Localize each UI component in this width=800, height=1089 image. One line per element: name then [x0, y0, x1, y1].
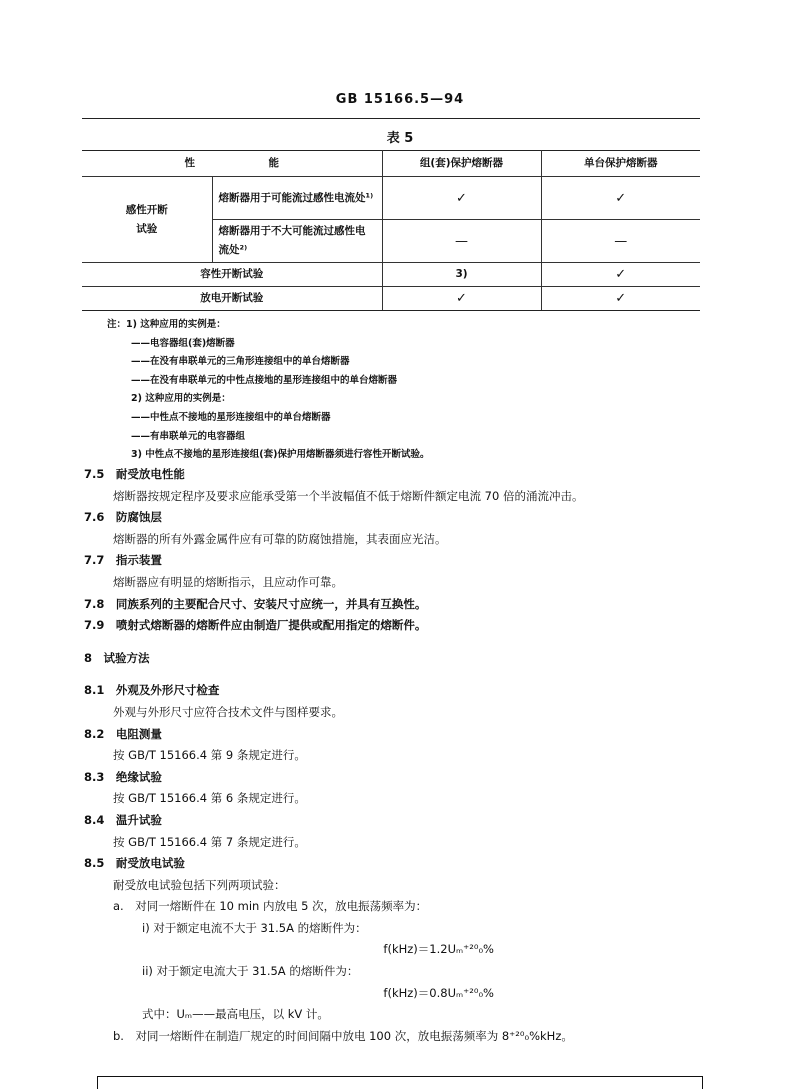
- note-line: ——有串联单元的电容器组: [131, 430, 246, 442]
- row2-single-value: —: [541, 220, 700, 263]
- section-heading: 7.7 指示装置: [84, 553, 162, 568]
- table-row: [82, 263, 700, 287]
- row4-group-value: ✓: [382, 287, 541, 311]
- row1-single-value: ✓: [541, 177, 700, 220]
- table-row: [82, 177, 700, 220]
- row4-label: 放电开断试验: [82, 287, 382, 311]
- header-single-fuse: 单台保护熔断器: [541, 151, 700, 177]
- list-item-a: a. 对同一熔断件在 10 min 内放电 5 次，放电振荡频率为：: [113, 899, 428, 914]
- note-line: 3) 中性点不接地的星形连接组(套)保护用熔断器须进行容性开断试验。: [131, 449, 430, 461]
- section-heading: 8.1 外观及外形尺寸检查: [84, 683, 220, 698]
- paragraph: 耐受放电试验包括下列两项试验：: [113, 877, 286, 892]
- sub-item-i: i) 对于额定电流不大于 31.5A 的熔断件为：: [142, 920, 367, 935]
- section-heading: 8.2 电阻测量: [84, 726, 162, 741]
- section-heading: 7.5 耐受放电性能: [84, 467, 185, 481]
- note-line: ——在没有串联单元的三角形连接组中的单台熔断器: [131, 356, 350, 368]
- row4-single-value: ✓: [541, 287, 700, 311]
- paragraph: 熔断器按规定程序及要求应能承受第一个半波幅值不低于熔断件额定电流 70 倍的涌流冲击。: [113, 488, 584, 503]
- note-line: ——电容器组(套)熔断器: [131, 337, 235, 349]
- table-row: [82, 287, 700, 311]
- note-line: ——中性点不接地的星形连接组中的单台熔断器: [131, 411, 331, 423]
- sub-item-ii: ii) 对于额定电流大于 31.5A 的熔断件为：: [142, 964, 359, 979]
- paragraph: 外观与外形尺寸应符合技术文件与图样要求。: [113, 704, 343, 719]
- note-line: 2) 这种应用的实例是：: [131, 393, 231, 405]
- formula-1: f(kHz)＝1.2Uₘ⁺²⁰₀%: [383, 942, 494, 957]
- table-notes: [107, 316, 429, 465]
- row3-group-value: 3): [382, 263, 541, 287]
- paragraph: 熔断器应有明显的熔断指示，且应动作可靠。: [113, 574, 343, 589]
- header-rule: [82, 118, 700, 119]
- row2-description: 熔断器用于不大可能流过感性电流处²⁾: [212, 220, 382, 263]
- formula-2: f(kHz)＝0.8Uₘ⁺²⁰₀%: [383, 985, 494, 1000]
- row1-description: 熔断器用于可能流过感性电流处¹⁾: [212, 177, 382, 220]
- list-item-b: b. 对同一熔断件在制造厂规定的时间间隔中放电 100 次，放电振荡频率为 8⁺²⁰₀%kHz。: [113, 1028, 573, 1043]
- standard-number: GB 15166.5—94: [335, 92, 465, 107]
- chapter-heading: 8 试验方法: [84, 650, 150, 665]
- inductive-test-label: 感性开断 试验: [82, 177, 212, 263]
- paragraph: 按 GB/T 15166.4 第 7 条规定进行。: [113, 834, 306, 849]
- table-5: [82, 150, 700, 311]
- paragraph: 按 GB/T 15166.4 第 6 条规定进行。: [113, 791, 306, 806]
- formula-legend: 式中：Uₘ——最高电压，以 kV 计。: [142, 1007, 329, 1022]
- section-heading: 7.9 喷射式熔断器的熔断件应由制造厂提供或配用指定的熔断件。: [84, 618, 427, 633]
- footer-frame: [97, 1076, 703, 1089]
- note-line: 注：1) 这种应用的实例是：: [107, 319, 226, 330]
- note-line: ——在没有串联单元的中性点接地的星形连接组中的单台熔断器: [131, 374, 398, 386]
- header-group-fuse: 组(套)保护熔断器: [382, 151, 541, 177]
- section-heading: 8.4 温升试验: [84, 812, 162, 827]
- section-heading: 7.6 防腐蚀层: [84, 510, 162, 525]
- paragraph: 熔断器的所有外露金属件应有可靠的防腐蚀措施，其表面应光洁。: [113, 531, 447, 546]
- row2-group-value: —: [382, 220, 541, 263]
- section-heading: 8.5 耐受放电试验: [84, 856, 185, 871]
- header-performance: 性 能: [82, 151, 382, 177]
- row3-label: 容性开断试验: [82, 263, 382, 287]
- table-title: 表 5: [386, 131, 414, 146]
- row3-single-value: ✓: [541, 263, 700, 287]
- body-text: [84, 464, 724, 1047]
- section-heading: 8.3 绝缘试验: [84, 769, 162, 784]
- table-header-row: [82, 151, 700, 177]
- paragraph: 按 GB/T 15166.4 第 9 条规定进行。: [113, 748, 306, 763]
- row1-group-value: ✓: [382, 177, 541, 220]
- section-heading: 7.8 同族系列的主要配合尺寸、安装尺寸应统一，并具有互换性。: [84, 596, 427, 611]
